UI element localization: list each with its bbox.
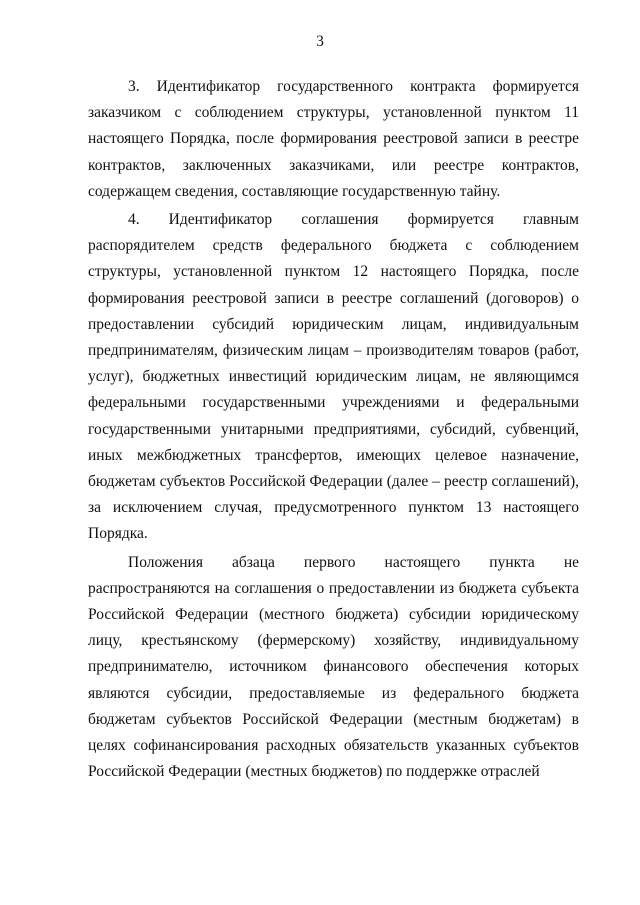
paragraph-agreement-identifier: 4. Идентификатор соглашения формируется главным распорядителем средств федерального бюджета с соблюдением структуры, установленной пунктом 12 настоящего Порядка, после формирования реестровой записи в реестре соглашений (договоров) о предоставлении субсидий юридическим лицам, индивидуальным предпринимателям, физическим лицам – производителям товаров (работ, услуг), бюджетных инвестиций юридическим лицам, не являющимся федеральными государственными учреждениями и федеральными государственными унитарными предприятиями, субсидий, субвенций, иных межбюджетных трансфертов, имеющих целевое назначение, бюджетам субъектов Российской Федерации (далее – реестр соглашений), за исключением случая, предусмотренного пунктом 13 настоящего Порядка.	[88, 211, 579, 543]
page-number: 3	[316, 33, 324, 50]
paragraph-contract-identifier: 3. Идентификатор государственного контракта формируется заказчиком с соблюдением структуры, установленной пунктом 11 настоящего Порядка, после формирования реестровой записи в реестре контрактов, заключенных заказчиками, или реестре контрактов, содержащем сведения, составляющие государственную тайну.	[88, 78, 579, 200]
document-body	[88, 74, 579, 785]
paragraph-exceptions: Положения абзаца первого настоящего пункта не распространяются на соглашения о предоставлении из бюджета субъекта Российской Федерации (местного бюджета) субсидии юридическому лицу, крестьянскому (фермерскому) хозяйству, индивидуальному предпринимателю, источником финансового обеспечения которых являются субсидии, предоставляемые из федерального бюджета бюджетам субъектов Российской Федерации (местным бюджетам) в целях софинансирования расходных обязательств указанных субъектов Российской Федерации (местных бюджетов) по поддержке отраслей	[88, 553, 579, 781]
